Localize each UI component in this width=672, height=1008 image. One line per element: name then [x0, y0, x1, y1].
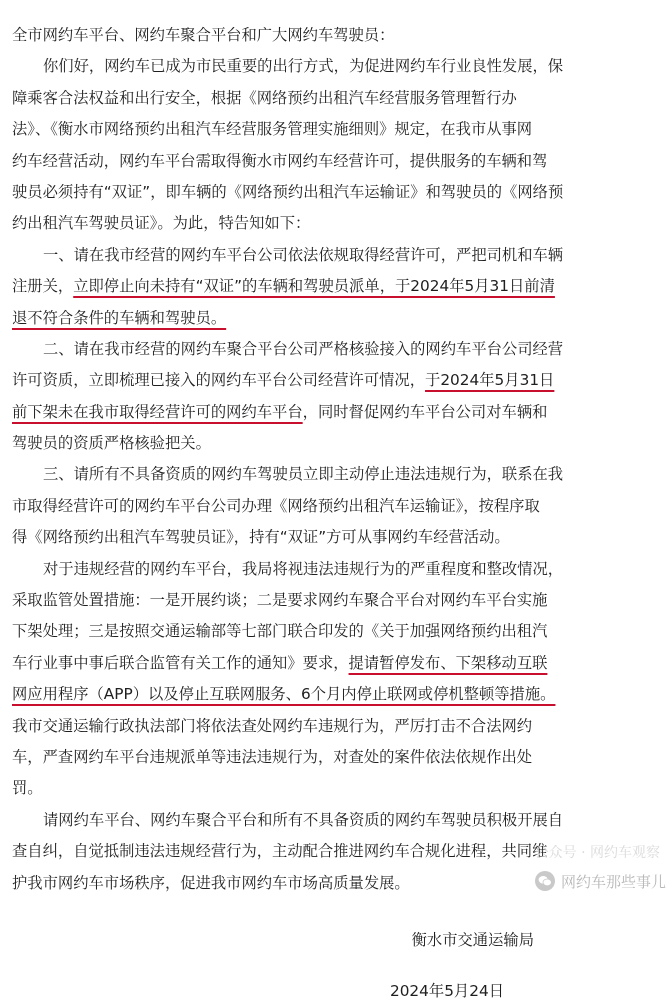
intro-line: 法》、《衡水市网络预约出租汽车经营服务管理实施细则》规定，在我市从事网 — [12, 120, 533, 139]
plain-text: 注册关， — [12, 277, 74, 296]
issue-date: 2024年5月24日 — [389, 982, 504, 1001]
highlighted-text: 前下架未在我市取得经营许可的网约车平台 — [12, 402, 303, 421]
intro-line: 约出租汽车驾驶员证》。为此，特告知如下： — [12, 214, 311, 233]
item-three-line: 市取得经营许可的网约车平台公司办理《网络预约出租汽车运输证》，按程序取 — [12, 496, 540, 515]
item-three-line: 得《网络预约出租汽车驾驶员证》，持有“双证”方可从事网约车经营活动。 — [12, 528, 510, 547]
watermark-text: 网约车那些事儿 — [560, 872, 666, 891]
intro-line: 障乘客合法权益和出行安全，根据《网络预约出租汽车经营服务管理暂行办 — [12, 88, 517, 107]
closing-line: 请网约车平台、网约车聚合平台和所有不具备资质的网约车驾驶员积极开展自 — [43, 810, 564, 829]
highlighted-text: 于2024年5月31日 — [425, 371, 555, 390]
plain-text: 车行业事中事后联合监管有关工作的通知》要求， — [12, 653, 349, 672]
intro-line: 你们好，网约车已成为市民重要的出行方式，为促进网约车行业良性发展，保 — [43, 57, 564, 76]
wechat-icon — [535, 871, 555, 891]
enforcement-line: 车，严查网约车平台违规派单等违法违规行为，对查处的案件依法依规作出处 — [12, 747, 533, 766]
highlighted-text: 立即停止向未持有“双证”的车辆和驾驶员派单，于2024年5月31日前清 — [73, 277, 555, 296]
enforcement-line: 下架处理；三是按照交通运输部等七部门联合印发的《关于加强网络预约出租汽 — [12, 622, 548, 641]
intro-line: 驶员必须持有“双证”，即车辆的《网络预约出租汽车运输证》和驾驶员的《网络预 — [12, 182, 564, 201]
watermark-secondary: 公众号 · 网约车观察 — [534, 845, 660, 861]
highlighted-text: 网应用程序（APP）以及停止互联网服务、6个月内停止联网或停机整顿等措施。 — [12, 685, 556, 704]
intro-line: 约车经营活动，网约车平台需取得衡水市网约车经营许可，提供服务的车辆和驾 — [12, 151, 548, 170]
item-two-line — [12, 365, 662, 396]
spacer — [12, 956, 662, 976]
enforcement-line — [12, 648, 662, 679]
item-three-line: 三、请所有不具备资质的网约车驾驶员立即主动停止违法违规行为，联系在我 — [43, 465, 564, 484]
watermark — [535, 866, 666, 896]
signature: 衡水市交通运输局 — [411, 930, 534, 949]
item-one-line: 一、请在我市经营的网约车平台公司依法依规取得经营许可，严把司机和车辆 — [43, 245, 564, 264]
item-one-line — [12, 303, 662, 334]
highlighted-text: 提请暂停发布、下架移动互联 — [348, 653, 548, 672]
item-one-line — [12, 271, 662, 302]
enforcement-line: 我市交通运输行政执法部门将依法查处网约车违规行为，严厉打击不合法网约 — [12, 716, 533, 735]
spacer — [12, 899, 662, 925]
item-two-line: 二、请在我市经营的网约车聚合平台公司严格核验接入的网约车平台公司经营 — [43, 339, 564, 358]
enforcement-line — [12, 679, 662, 710]
highlighted-text: 退不符合条件的车辆和驾驶员。 — [12, 308, 227, 327]
closing-line: 查自纠，自觉抵制违法违规经营行为，主动配合推进网约车合规化进程，共同维 — [12, 842, 548, 861]
enforcement-line: 采取监管处置措施：一是开展约谈；二是要求网约车聚合平台对网约车平台实施 — [12, 591, 548, 610]
item-two-line — [12, 397, 662, 428]
plain-text: ，同时督促网约车平台公司对车辆和 — [302, 402, 548, 421]
salutation: 全市网约车平台、网约车聚合平台和广大网约车驾驶员： — [12, 26, 395, 44]
closing-line: 护我市网约车市场秩序，促进我市网约车市场高质量发展。 — [12, 873, 410, 892]
enforcement-line: 对于违规经营的网约车平台，我局将视违法违规行为的严重程度和整改情况， — [43, 559, 564, 578]
enforcement-line: 罚。 — [12, 779, 43, 798]
item-two-line: 驾驶员的资质严格核验把关。 — [12, 434, 211, 453]
plain-text: 许可资质，立即梳理已接入的网约车平台公司经营许可情况， — [12, 371, 426, 390]
